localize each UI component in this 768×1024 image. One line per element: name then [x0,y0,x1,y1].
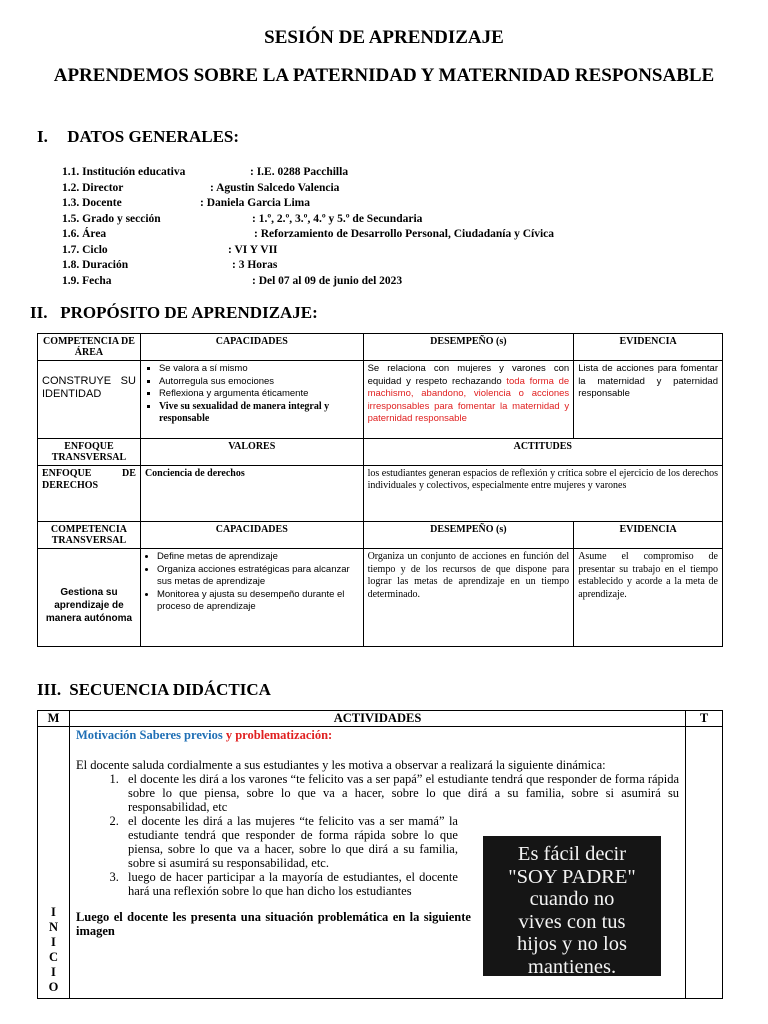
datos-value: : Del 07 al 09 de junio del 2023 [252,274,403,287]
motivacion-heading [76,728,679,742]
datos-label: 1.3. Docente [62,197,122,209]
list-item: ▪ Se valora a sí mismo [159,363,359,376]
session-title: SESIÓN DE APRENDIZAJE [264,27,504,48]
list-item: ▪ Autorregula sus emociones [159,376,359,389]
quote-line: vives con tus [518,910,626,933]
momento-inicio [38,727,70,999]
table-header-row [38,439,723,466]
moment-letter: N [48,920,58,934]
actitudes-cell: los estudiantes generan espacios de reflexión y crítica sobre el ejercicio de los derechos individuales y colectivos, especialmente entre mujeres y varones [363,466,722,522]
moment-letter: C [48,950,58,964]
list-item: ▪ Reflexiona y argumenta éticamente [159,388,359,401]
section-number: III. [37,680,62,699]
quote-line: "SOY PADRE" [508,865,636,888]
datos-label: 1.6. Área [62,228,107,240]
table-row [38,361,723,439]
section-datos-generales [37,127,239,147]
datos-value: : VI Y VII [228,243,278,256]
datos-label: 1.2. Director [62,181,124,194]
datos-value: : Daniela Garcia Lima [200,197,310,209]
section-number: I. [37,127,48,146]
moment-letter: O [48,980,59,994]
section-proposito [30,303,318,323]
moment-letter: I [51,905,56,919]
datos-value: : 3 Horas [232,259,278,271]
tiempo-cell [686,727,723,999]
section-title: SECUENCIA DIDÁCTICA [69,680,271,699]
quote-line: Es fácil decir [517,843,627,865]
session-subtitle: APRENDEMOS SOBRE LA PATERNIDAD Y MATERNIDAD RESPONSABLE [53,65,715,86]
datos-label: 1.8. Duración [62,259,129,271]
header-momento: M [38,711,70,727]
desempeno-text: Se relaciona con mujeres y varones con equidad y respeto rechazando [367,363,570,387]
table-row [38,466,723,522]
datos-label: 1.7. Ciclo [62,243,108,256]
header-desempeno: DESEMPEÑO (s) [363,522,574,549]
quote-line: hijos y no los [517,933,627,955]
datos-label: 1.5. Grado y sección [62,212,161,225]
datos-label: 1.9. Fecha [62,274,112,287]
competencia-area: CONSTRUYE SU IDENTIDAD [38,361,141,439]
section-number: II. [30,303,48,322]
list-item: 2. el docente les dirá a las mujeres “te felicito vas a ser mamá” la estudiante tendrá que responder de forma rápida sobre lo que piensa, sobre lo que va a hacer, sobre lo que dirá a su familia, sobre si asumirá su responsabilidad, etc. [122,814,458,870]
problematizacion-label: y problematización: [225,728,333,742]
header-competencia-transversal: COMPETENCIA TRANSVERSAL [38,522,141,549]
section-title: DATOS GENERALES: [67,127,240,146]
header-actitudes: ACTITUDES [363,439,722,466]
intro-text: El docente saluda cordialmente a sus estudiantes y les motiva a observar a realizará la siguiente dinámica: [75,758,606,772]
evidencia-cell: Lista de acciones para fomentar la maternidad y paternidad responsable [574,361,723,439]
table-header-row [38,711,723,727]
moment-letter: I [51,965,56,979]
quote-image [483,836,661,976]
header-competencia-area: COMPETENCIA DE ÁREA [38,334,141,361]
valores-cell: Conciencia de derechos [140,466,363,522]
datos-value: : 1.º, 2.º, 3.º, 4.º y 5.º de Secundaria [252,212,423,225]
enfoque-cell: ENFOQUE DE DERECHOS [38,466,141,522]
header-valores: VALORES [140,439,363,466]
header-evidencia: EVIDENCIA [574,334,723,361]
list-item: 1. el docente les dirá a los varones “te felicito vas a ser papá” el estudiante tendrá que responder de forma rápida sobre lo que piensa, sobre lo que va a hacer, sobre lo que dirá a su familia, sobre si asumirá su responsabilidad, etc [122,772,679,814]
header-evidencia: EVIDENCIA [574,522,723,549]
list-item: • Define metas de aprendizaje [157,551,359,564]
proposito-table [37,333,723,647]
moment-letter: I [51,935,56,949]
list-item: ▪ Vive su sexualidad de manera integral y responsable [159,401,359,425]
closing-text: Luego el docente les presenta una situación problemática en la siguiente imagen [75,910,471,938]
section-secuencia [37,680,271,700]
header-actividades: ACTIVIDADES [69,711,685,727]
capacidades-cell [140,361,363,439]
list-item: 3. luego de hacer participar a la mayoría de estudiantes, el docente hará una reflexión sobre lo que han dicho los estudiantes [122,870,458,898]
header-desempeno: DESEMPEÑO (s) [363,334,574,361]
list-item: • Organiza acciones estratégicas para alcanzar sus metas de aprendizaje [157,564,359,589]
header-capacidades: CAPACIDADES [140,522,363,549]
quote-line: mantienes. [527,955,617,978]
table-header-row [38,522,723,549]
table-header-row [38,334,723,361]
desempeno-highlight: toda forma de machismo, abandono, violencia o acciones irresponsables para fomentar la maternidad y paternidad responsable [367,375,570,424]
datos-label: 1.1. Institución educativa [62,166,186,178]
datos-value: : Reforzamiento de Desarrollo Personal, Ciudadanía y Cívica [254,228,555,240]
competencia-transversal: Gestiona su aprendizaje de manera autónoma [38,549,141,647]
header-tiempo: T [686,711,723,727]
section-title: PROPÓSITO DE APRENDIZAJE: [60,303,318,322]
datos-value: : I.E. 0288 Pacchilla [250,166,349,178]
desempeno-cell: Organiza un conjunto de acciones en función del tiempo y de los recursos de que dispone para lograr las metas de aprendizaje en un tiempo determinado. [363,549,574,647]
header-enfoque: ENFOQUE TRANSVERSAL [38,439,141,466]
datos-value: : Agustin Salcedo Valencia [210,181,340,194]
table-row [38,549,723,647]
capacidades-cell [140,549,363,647]
header-capacidades: CAPACIDADES [140,334,363,361]
list-item: • Monitorea y ajusta su desempeño durante el proceso de aprendizaje [157,589,359,614]
evidencia-cell: Asume el compromiso de presentar su trabajo en el tiempo establecido y acorde a la meta de aprendizaje. [574,549,723,647]
desempeno-cell [363,361,574,439]
quote-line: cuando no [529,888,615,910]
motivacion-label: Motivación Saberes previos [75,728,226,742]
